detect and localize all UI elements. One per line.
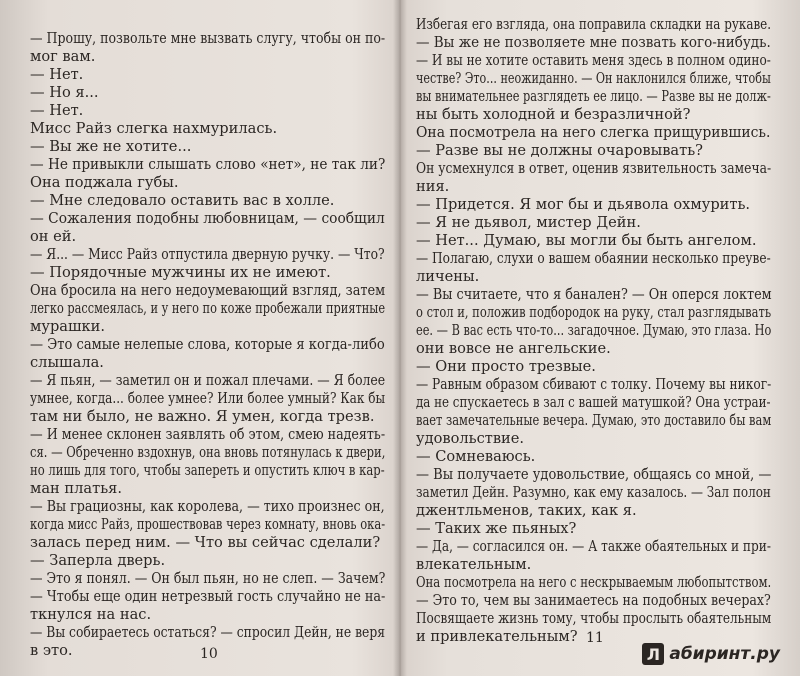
text-line: — Это самые нелепые слова, которые я когда-либо	[30, 336, 385, 353]
watermark-logo: Л	[642, 643, 664, 665]
text-line: заметил Дейн. Разумно, как ему казалось. — Зал полон	[416, 484, 771, 501]
text-line: ткнулся на нас.	[30, 606, 152, 623]
watermark	[642, 643, 780, 665]
text-line: — Вы считаете, что я банален? — Он оперся локтем	[416, 286, 772, 303]
text-line: — Прошу, позвольте мне вызвать слугу, чтобы он по-	[30, 30, 386, 47]
text-line: — Я пьян, — заметил он и пожал плечами. — Я более	[30, 372, 386, 389]
text-line: — Сомневаюсь.	[416, 448, 536, 465]
text-line: — Нет... Думаю, вы могли бы быть ангелом.	[416, 232, 757, 249]
text-line: — Вы же не хотите...	[30, 138, 192, 155]
text-line: — Это то, чем вы занимаетесь на подобных вечерах?	[416, 592, 771, 609]
text-line: — Это я понял. — Он был пьян, но не слеп. — Зачем?	[30, 570, 386, 587]
text-line: легко рассмеялась, и у него по коже пробежали приятные	[30, 300, 386, 317]
text-line: — Сожаления подобны любовницам, — сообщил	[30, 210, 385, 227]
text-line: — Нет.	[30, 102, 84, 119]
text-line: — И вы не хотите оставить меня здесь в полном одино-	[416, 52, 771, 69]
text-line: — Вы грациозны, как королева, — тихо произнес он,	[30, 498, 385, 515]
text-line: слышала.	[30, 354, 104, 371]
text-line: влекательным.	[416, 556, 532, 573]
text-line: Она поджала губы.	[30, 174, 179, 191]
right-page-number: 11	[586, 630, 604, 646]
text-line: — Чтобы еще один нетрезвый гость случайно не на-	[30, 588, 386, 605]
text-line: Посвящаете жизнь тому, чтобы прослыть обаятельным	[416, 610, 772, 627]
text-line: о стол и, положив подбородок на руку, стал разглядывать	[416, 304, 772, 321]
text-line: — Да, — согласился он. — А также обаятельных и при-	[416, 538, 771, 555]
text-line: — И менее склонен заявлять об этом, смею надеять-	[30, 426, 386, 443]
text-line: — Они просто трезвые.	[416, 358, 596, 375]
text-line: в это.	[30, 642, 73, 659]
text-line: ния.	[416, 178, 450, 195]
text-line: Она посмотрела на него с нескрываемым любопытством.	[416, 574, 772, 591]
text-line: ман платья.	[30, 480, 122, 497]
text-line: Мисс Райз слегка нахмурилась.	[30, 120, 278, 137]
text-line: но лишь для того, чтобы запереть и опустить ключ в кар-	[30, 462, 385, 479]
right-page	[400, 0, 800, 676]
text-line: Избегая его взгляда, она поправила складки на рукаве.	[416, 16, 772, 33]
text-line: мог вам.	[30, 48, 96, 65]
text-line: удовольствие.	[416, 430, 525, 447]
text-line: — Вы получаете удовольствие, общаясь со мной, —	[416, 466, 772, 483]
text-line: мурашки.	[30, 318, 106, 335]
text-line: — Порядочные мужчины их не имеют.	[30, 264, 331, 281]
text-line: — Вы же не позволяете мне позвать кого-нибудь.	[416, 34, 771, 51]
text-line: вы внимательнее разглядеть ее лицо. — Разве вы не долж-	[416, 88, 771, 105]
book-gutter-shadow	[393, 0, 407, 676]
text-line: — Я... — Мисс Райз отпустила дверную ручку. — Что?	[30, 246, 385, 263]
text-line: джентльменов, таких, как я.	[416, 502, 637, 519]
text-line: да не спускаетесь в зал с вашей матушкой? Она устраи-	[416, 394, 771, 411]
text-line: — Равным образом сбивают с толку. Почему вы никог-	[416, 376, 772, 393]
text-line: ся. — Обреченно вздохнув, она вновь потянулась к двери,	[30, 444, 386, 461]
text-line: — Не привыкли слышать слово «нет», не так ли?	[30, 156, 386, 173]
text-line: — Мне следовало оставить вас в холле.	[30, 192, 335, 209]
text-line: личены.	[416, 268, 480, 285]
text-line: — Разве вы не должны очаровывать?	[416, 142, 703, 159]
text-line: Она посмотрела на него слегка прищурившись.	[416, 124, 771, 141]
text-line: вает замечательные вечера. Думаю, это доставило бы вам	[416, 412, 772, 429]
text-line: — Таких же пьяных?	[416, 520, 577, 537]
text-line: — Но я...	[30, 84, 99, 101]
text-line: они вовсе не ангельские.	[416, 340, 611, 357]
watermark-text: абиринт.ру	[669, 644, 780, 664]
text-line: Он усмехнулся в ответ, оценив язвительность замеча-	[416, 160, 772, 177]
text-line: умнее, когда... более умнее? Или более умный? Как бы	[30, 390, 386, 407]
text-line: — Вы собираетесь остаться? — спросил Дейн, не веря	[30, 624, 386, 641]
text-line: Она бросила на него недоумевающий взгляд, затем	[30, 282, 386, 299]
text-line: — Придется. Я мог бы и дьявола охмурить.	[416, 196, 751, 213]
text-line: — Полагаю, слухи о вашем обаянии несколько преуве-	[416, 250, 771, 267]
text-line: когда мисс Райз, прошествовав через комнату, вновь ока-	[30, 516, 386, 533]
text-line: залась перед ним. — Что вы сейчас сделали?	[30, 534, 381, 551]
text-line: ны быть холодной и безразличной?	[416, 106, 691, 123]
text-line: и привлекательным?	[416, 628, 578, 645]
left-page-number: 10	[200, 646, 218, 662]
text-line: честве? Это... неожиданно. — Он наклонился ближе, чтобы	[416, 70, 771, 87]
text-line: там ни было, не важно. Я умен, когда трезв.	[30, 408, 375, 425]
text-line: он ей.	[30, 228, 77, 245]
text-line: ее. — В вас есть что-то... загадочное. Думаю, это глаза. Но	[416, 322, 772, 339]
text-line: — Заперла дверь.	[30, 552, 166, 569]
text-line: — Я не дьявол, мистер Дейн.	[416, 214, 641, 231]
text-line: — Нет.	[30, 66, 84, 83]
